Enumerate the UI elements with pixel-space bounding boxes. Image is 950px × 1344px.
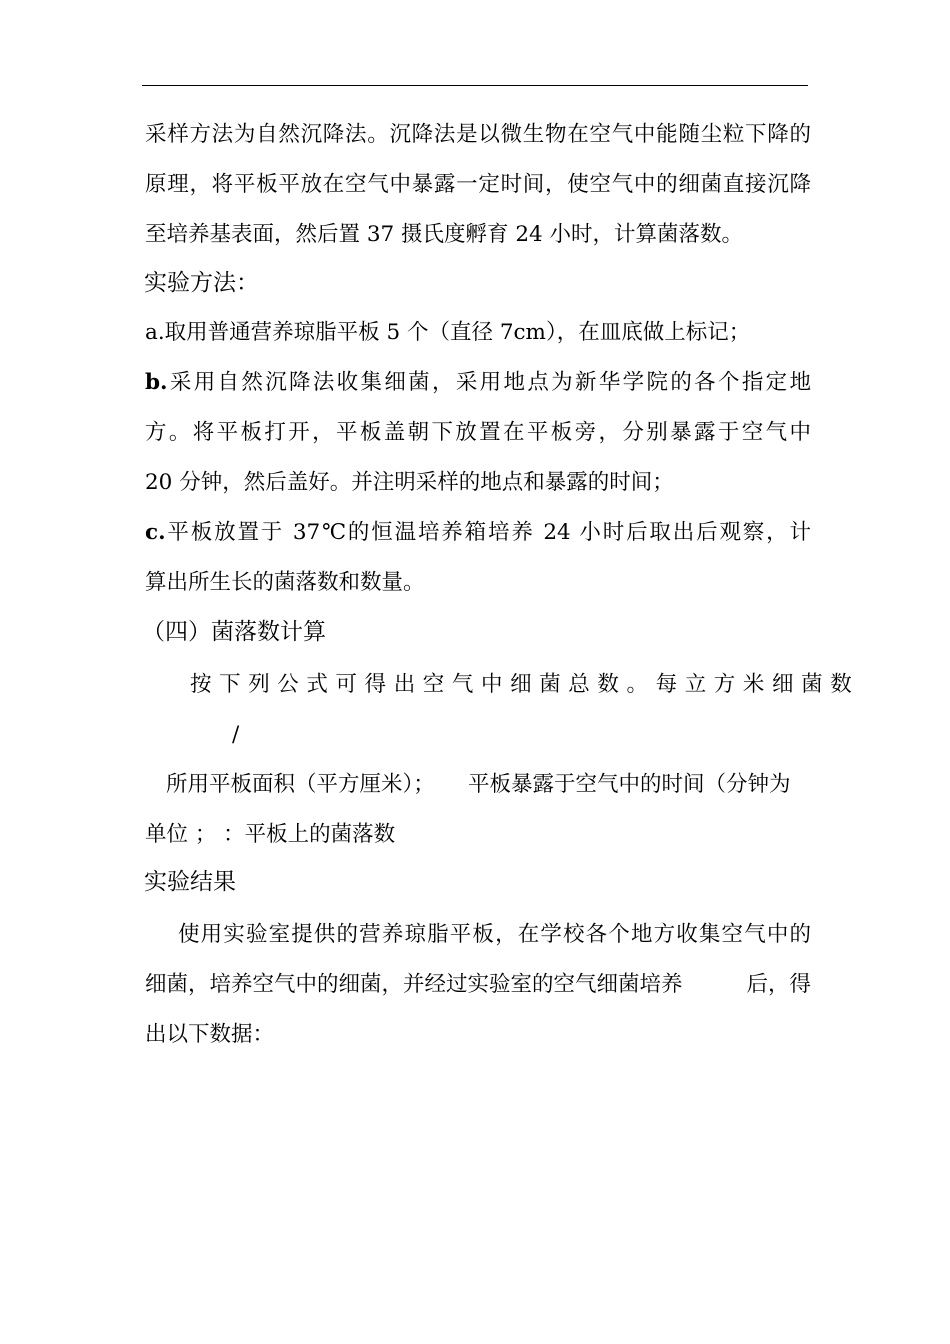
results-line-2-part-1: 细菌，培养空气中的细菌，并经过实验室的空气细菌培养 <box>145 972 683 997</box>
step-c-label: c. <box>145 520 166 545</box>
header-rule <box>142 85 808 86</box>
step-b-line-3: 20 分钟，然后盖好。并注明采样的地点和暴露的时间； <box>145 470 674 495</box>
step-a-label: a. <box>145 320 165 345</box>
heading-results: 实验结果 <box>144 869 236 895</box>
results-line-2-part-2: 后，得 <box>746 972 811 997</box>
step-a <box>145 319 811 347</box>
formula-line-3-part-1: 所用平板面积（平方厘米）； <box>166 772 435 797</box>
formula-line-4: 单位 ； ：平板上的菌落数 <box>145 822 396 847</box>
formula-slash: / <box>232 722 240 747</box>
results-line-3: 出以下数据： <box>145 1022 275 1047</box>
heading-method: 实验方法： <box>144 270 259 296</box>
step-a-text: 取用普通营养琼脂平板 5 个（直径 7cm），在皿底做上标记； <box>164 320 751 345</box>
heading-calc: （四）菌落数计算 <box>142 619 326 645</box>
paragraph-1-line-1: 采样方法为自然沉降法。沉降法是以微生物在空气中能随尘粒下降的 <box>145 122 811 147</box>
formula-line-3-part-2: 平板暴露于空气中的时间（分钟为 <box>468 772 791 797</box>
step-c-text-1: 平板放置于 37℃的恒温培养箱培养 24 小时后取出后观察，计 <box>165 520 811 545</box>
step-b-text-1: 采用自然沉降法收集细菌，采用地点为新华学院的各个指定地 <box>167 370 811 395</box>
results-line-1: 使用实验室提供的营养琼脂平板，在学校各个地方收集空气中的 <box>178 922 811 947</box>
paragraph-1-line-2: 原理，将平板平放在空气中暴露一定时间，使空气中的细菌直接沉降 <box>145 172 811 197</box>
step-b-line-1 <box>145 369 811 397</box>
formula-line-1: 按下列公式可得出空气中细菌总数。每立方米细菌数 <box>190 672 860 697</box>
step-c-line-1 <box>145 519 811 547</box>
paragraph-1-line-3: 至培养基表面，然后置 37 摄氏度孵育 24 小时，计算菌落数。 <box>145 222 744 247</box>
step-c-line-2: 算出所生长的菌落数和数量。 <box>145 570 425 595</box>
step-b-line-2: 方。将平板打开，平板盖朝下放置在平板旁，分别暴露于空气中 <box>145 420 811 445</box>
step-b-label: b. <box>145 370 168 395</box>
